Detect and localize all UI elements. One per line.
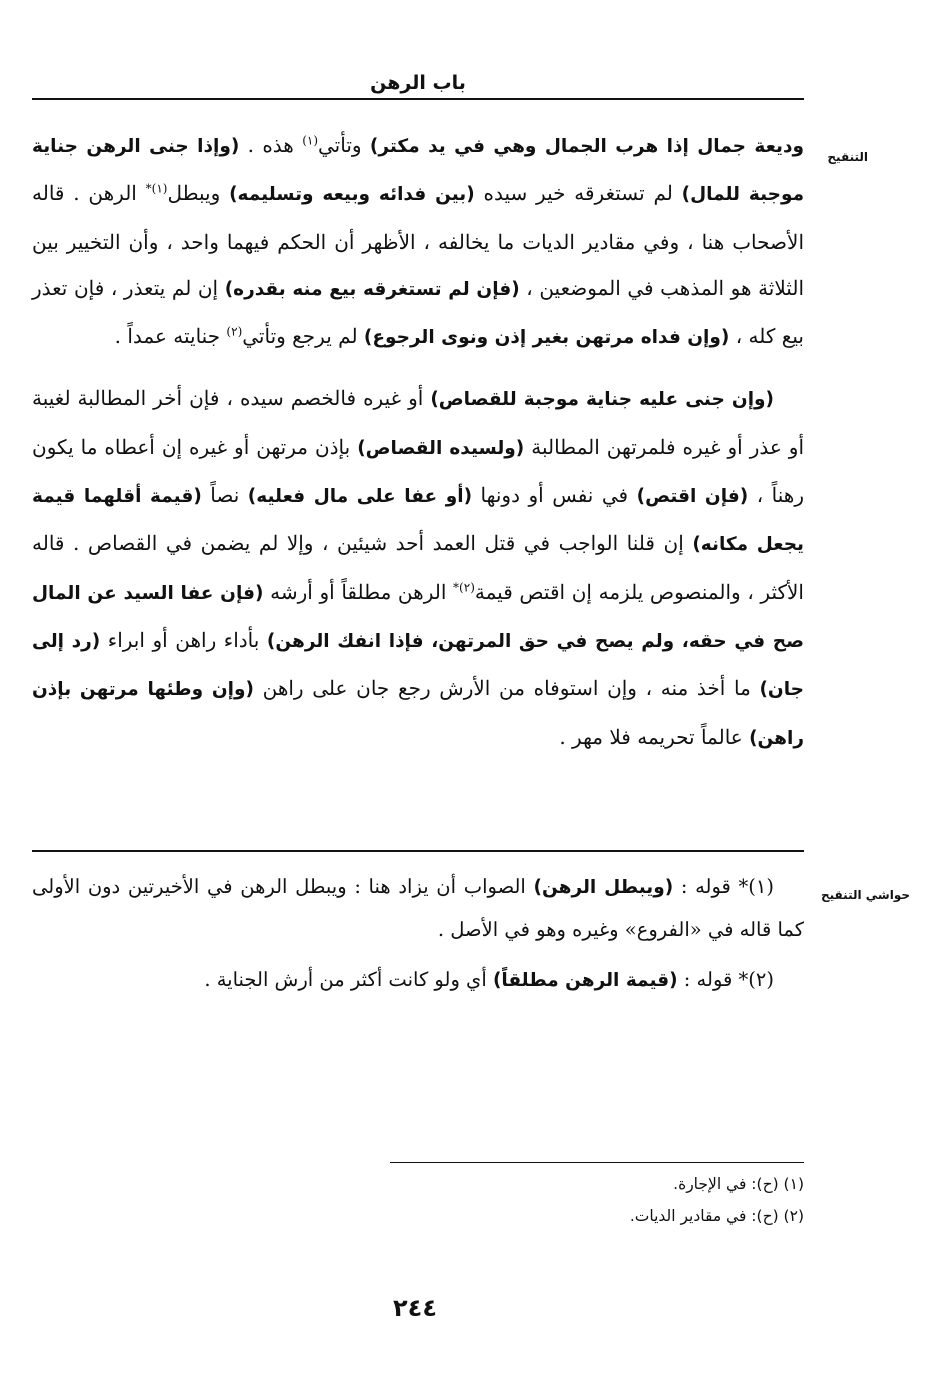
side-label-hawashi: حواشي التنقيح <box>820 888 910 902</box>
bold-phrase: (قيمة أقلهما قيمة يجعل مكانه) <box>32 486 804 556</box>
footnote-marker: (١)* <box>145 181 168 196</box>
text-run: هذه . <box>239 133 303 157</box>
footnote-divider <box>390 1162 804 1163</box>
footnote-marker: (٢)* <box>453 580 475 595</box>
bold-phrase: (ولسيده القصاص) <box>357 437 525 459</box>
text-run: الرهن . قاله الأصحاب هنا ، وفي مقادير الديات ما يخالفه ، الأظهر أن الحكم فيهما واحد ، وأن التخيير بين الثلاثة هو المذهب في الموضعين ، <box>32 181 804 300</box>
note-number: (١)* <box>738 875 774 898</box>
footnotes <box>380 1168 804 1232</box>
text-run: قوله : <box>677 968 739 991</box>
bold-phrase: (أو عفا على مال فعليه) <box>247 486 473 508</box>
text-run: إن قلنا الواجب في قتل العمد أحد شيئين ، وإلا لم يضمن في القصاص . قاله الأكثر ، والمنصوص يلزمه إن اقتص قيمة <box>32 531 804 604</box>
bold-phrase: (فإن اقتص) <box>636 486 749 508</box>
text-run: لم يرجع وتأتي <box>242 324 364 349</box>
text-run: جنايته عمداً . <box>114 324 227 349</box>
bold-phrase: (وإذا جنى الرهن جناية موجبة للمال) <box>32 136 805 206</box>
text-run: ويبطل <box>167 181 230 206</box>
bold-phrase: (بين فدائه وبيعه وتسليمه) <box>229 184 475 206</box>
editor-notes <box>32 866 804 1002</box>
text-run: بإذن مرتهن أو غيره إن أعطاه ما يكون رهناً ، <box>32 434 805 508</box>
text-run: قوله : <box>673 875 739 898</box>
text-run: وتأتي <box>318 133 370 157</box>
bold-phrase: (فإن لم تستغرقه بيع منه بقدره) <box>224 278 520 300</box>
main-text <box>32 122 804 762</box>
bold-phrase: (وإن جنى عليه جناية موجبة للقصاص) <box>430 389 774 411</box>
running-header <box>32 68 804 100</box>
bold-phrase: (وإن فداه مرتهن بغير إذن ونوى الرجوع) <box>363 327 730 349</box>
note-number: (٢)* <box>738 968 774 991</box>
note-item <box>32 959 804 1002</box>
paragraph <box>32 122 804 361</box>
text-run: ما أخذ منه ، وإن استوفاه من الأرش رجع جان على راهن <box>253 676 760 701</box>
notes-divider <box>32 850 804 852</box>
text-run: بأداء راهن أو ابراء <box>100 627 267 652</box>
bold-phrase: (قيمة الرهن مطلقاً) <box>492 970 678 991</box>
footnote: (٢) (ح): في مقادير الديات. <box>629 1207 804 1225</box>
side-label-tanqih: التنقيح <box>827 150 868 164</box>
bold-phrase: (ويبطل الرهن) <box>533 877 674 898</box>
text-run: نصاً <box>201 483 248 508</box>
footnote: (١) (ح): في الإجارة. <box>673 1175 804 1193</box>
chapter-title: باب الرهن <box>370 72 466 94</box>
paragraph <box>32 375 804 761</box>
bold-phrase: (وإن وطئها مرتهن بإذن راهن) <box>32 679 804 749</box>
text-run: إن لم يتعذر ، فإن تعذر بيع كله ، <box>32 275 804 349</box>
text-run: عالماً تحريمه فلا مهر . <box>559 724 750 749</box>
footnote-marker: (٢) <box>226 324 243 339</box>
bold-phrase: وديعة جمال إذا هرب الجمال وهي في يد مكتر) <box>369 136 804 157</box>
bold-phrase: (رد إلى جان) <box>32 630 804 701</box>
footnote-marker: (١) <box>302 133 319 148</box>
text-run: لم تستغرقه خير سيده <box>474 181 682 206</box>
text-run: الرهن مطلقاً أو أرشه <box>263 579 454 604</box>
bold-phrase: (فإن عفا السيد عن المال صح في حقه، ولم يصح في حق المرتهن، فإذا انفك الرهن) <box>32 582 805 652</box>
text-run: أو غيره فالخصم سيده ، فإن أخر المطالبة لغيبة أو عذر أو غيره فلمرتهن المطالبة <box>32 386 804 459</box>
text-run: أي ولو كانت أكثر من أرش الجناية . <box>204 968 493 991</box>
text-run: في نفس أو دونها <box>472 483 637 508</box>
page-number: ٢٤٤ <box>393 1294 437 1322</box>
note-item <box>32 866 804 951</box>
text-run: الصواب أن يزاد هنا : ويبطل الرهن في الأخيرتين دون الأولى كما قاله في «الفروع» وغيره وهو في الأصل . <box>32 875 804 941</box>
